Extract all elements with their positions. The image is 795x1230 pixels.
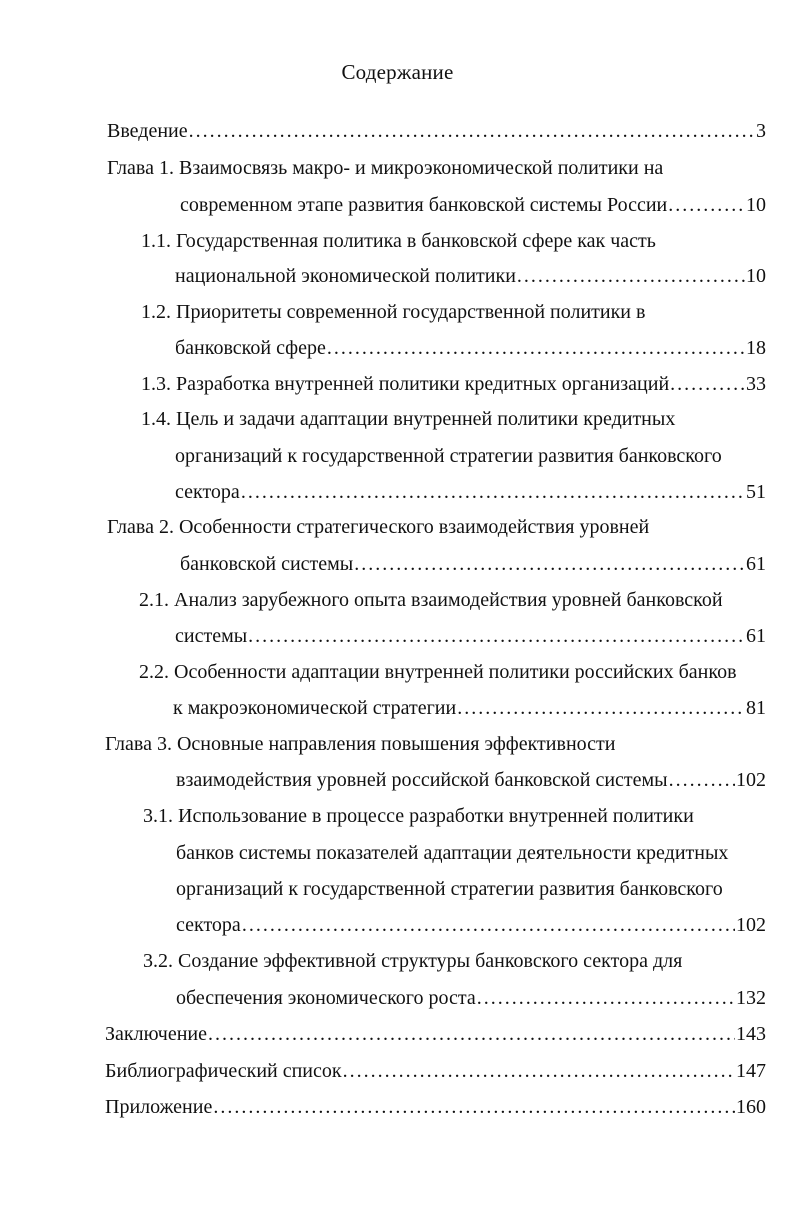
toc-entry: [175, 333, 766, 363]
toc-heading: 2.1. Анализ зарубежного опыта взаимодействия уровней банковской: [139, 589, 723, 611]
toc-heading: 1.2. Приоритеты современной государственной политики в: [141, 301, 646, 323]
toc-page-number: 143: [736, 1023, 766, 1045]
toc-entry: [141, 369, 766, 399]
toc-entry: [176, 983, 766, 1013]
leader-dots: [354, 549, 745, 579]
toc-heading: 3.2. Создание эффективной структуры банковского сектора для: [143, 950, 683, 972]
toc-page-number: 102: [736, 914, 766, 936]
toc-entry-text: Приложение: [105, 1096, 213, 1118]
toc-entry-text: банковской системы: [180, 553, 354, 575]
leader-dots: [669, 765, 735, 795]
toc-entry: [180, 549, 766, 579]
leader-dots: [242, 910, 735, 940]
leader-dots: [670, 369, 745, 399]
toc-page-number: 132: [736, 987, 766, 1009]
toc-heading: 2.2. Особенности адаптации внутренней политики российских банков: [139, 661, 737, 683]
toc-heading: 1.1. Государственная политика в банковской сфере как часть: [141, 230, 656, 252]
leader-dots: [327, 333, 745, 363]
page-title: Содержание: [341, 60, 454, 84]
toc-entry-text: сектора: [176, 914, 241, 936]
toc-entry-text: взаимодействия уровней российской банковской системы: [176, 769, 668, 791]
toc-entry-text: системы: [175, 625, 248, 647]
toc-entry-text: сектора: [175, 481, 240, 503]
leader-dots: [248, 621, 745, 651]
toc-entry: [175, 621, 766, 651]
toc-page-number: 81: [746, 697, 766, 719]
toc-entry-text: Заключение: [105, 1023, 207, 1045]
leader-dots: [208, 1019, 735, 1049]
toc-page-number: 61: [746, 553, 766, 575]
toc-page-number: 160: [736, 1096, 766, 1118]
toc-entry-text: Библиографический список: [105, 1060, 342, 1082]
leader-dots: [189, 116, 755, 146]
toc-entry-text: Введение: [107, 120, 188, 142]
leader-dots: [457, 693, 745, 723]
toc-heading: организаций к государственной стратегии развития банковского: [175, 445, 722, 467]
toc-page-number: 10: [746, 194, 766, 216]
toc-page-number: 61: [746, 625, 766, 647]
toc-heading: организаций к государственной стратегии развития банковского: [176, 878, 723, 900]
toc-page-number: 3: [756, 120, 766, 142]
toc-heading: 3.1. Использование в процессе разработки внутренней политики: [143, 805, 694, 827]
toc-entry: [180, 190, 766, 220]
toc-entry: [175, 261, 766, 291]
toc-heading: Глава 2. Особенности стратегического взаимодействия уровней: [107, 516, 650, 538]
leader-dots: [213, 1092, 735, 1122]
toc-entry-text: обеспечения экономического роста: [176, 987, 476, 1009]
toc-heading: Глава 1. Взаимосвязь макро- и микроэкономической политики на: [107, 157, 664, 179]
toc-page-number: 10: [746, 265, 766, 287]
leader-dots: [668, 190, 745, 220]
leader-dots: [517, 261, 745, 291]
toc-entry: [175, 477, 766, 507]
toc-entry-text: банковской сфере: [175, 337, 326, 359]
toc-page-number: 33: [746, 373, 766, 395]
toc-page-number: 51: [746, 481, 766, 503]
toc-page-number: 102: [736, 769, 766, 791]
toc-entry: [105, 1092, 766, 1122]
leader-dots: [241, 477, 745, 507]
toc-page-number: 18: [746, 337, 766, 359]
toc-heading: Глава 3. Основные направления повышения эффективности: [105, 733, 616, 755]
toc-entry-text: национальной экономической политики: [175, 265, 516, 287]
toc-entry-text: современном этапе развития банковской системы России: [180, 194, 668, 216]
toc-entry: [107, 116, 766, 146]
toc-entry: [176, 765, 766, 795]
toc-entry-text: 1.3. Разработка внутренней политики кредитных организаций: [141, 373, 670, 395]
toc-entry: [173, 693, 766, 723]
toc-heading: 1.4. Цель и задачи адаптации внутренней политики кредитных: [141, 408, 676, 430]
toc-page-number: 147: [736, 1060, 766, 1082]
toc-entry: [176, 910, 766, 940]
toc-entry: [105, 1019, 766, 1049]
leader-dots: [343, 1056, 735, 1086]
toc-heading: банков системы показателей адаптации деятельности кредитных: [176, 842, 729, 864]
toc-entry-text: к макроэкономической стратегии: [173, 697, 457, 719]
toc-entry: [105, 1056, 766, 1086]
leader-dots: [477, 983, 735, 1013]
